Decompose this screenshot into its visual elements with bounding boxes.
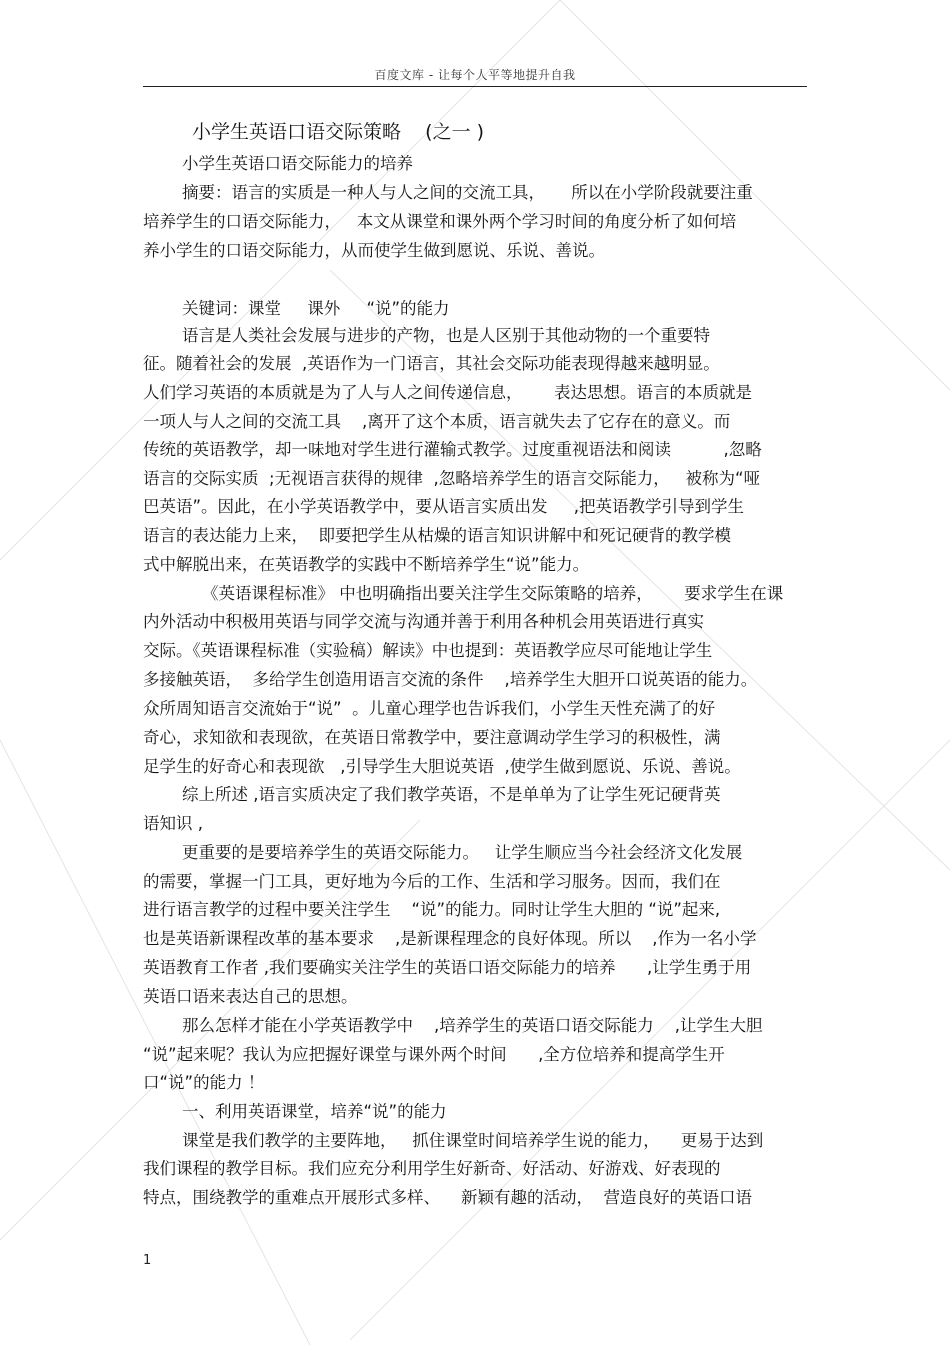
abstract-line: 养小学生的口语交际能力，从而使学生做到愿说、乐说、善说。 bbox=[143, 241, 605, 260]
paragraph-line: 众所周知语言交流始于“说” 。儿童心理学也告诉我们，小学生天性充满了的好 bbox=[143, 699, 716, 718]
subtitle: 小学生英语口语交际能力的培养 bbox=[182, 154, 413, 173]
paragraph-line: 也是英语新课程改革的基本要求 ,是新课程理念的良好体现。所以 ,作为一名小学 bbox=[143, 929, 757, 948]
section-heading: 一、利用英语课堂，培养“说”的能力 bbox=[182, 1102, 447, 1121]
abstract-line: 摘要：语言的实质是一种人与人之间的交流工具， 所以在小学阶段就要注重 bbox=[182, 183, 753, 202]
paragraph-line: 多接触英语， 多给学生创造用语言交流的条件 ,培养学生大胆开口说英语的能力。 bbox=[143, 670, 758, 689]
page-number: 1 bbox=[143, 1253, 152, 1268]
paragraph-line: 特点，围绕教学的重难点开展形式多样、 新颖有趣的活动， 营造良好的英语口语 bbox=[143, 1188, 752, 1207]
paragraph-line: 语言的表达能力上来， 即要把学生从枯燥的语言知识讲解中和死记硬背的教学模 bbox=[143, 526, 731, 545]
paragraph-line: 英语口语来表达自己的思想。 bbox=[143, 987, 358, 1006]
paragraph-line: 巴英语”。因此，在小学英语教学中，要从语言实质出发 ,把英语教学引导到学生 bbox=[143, 497, 745, 516]
paragraph-line: 交际。《英语课程标准（实验稿）解读》中也提到：英语教学应尽可能地让学生 bbox=[143, 641, 713, 660]
paragraph-line: “说”起来呢？我认为应把握好课堂与课外两个时间 ,全方位培养和提高学生开 bbox=[143, 1045, 725, 1064]
paragraph-line: 进行语言教学的过程中要关注学生 “说”的能力。同时让学生大胆的 “说”起来, bbox=[143, 900, 721, 919]
paragraph-line: 征。随着社会的发展 ,英语作为一门语言，其社会交际功能表现得越来越明显。 bbox=[143, 354, 720, 373]
page-header: 百度文库 - 让每个人平等地提升自我 bbox=[374, 68, 576, 82]
paragraph-line: 足学生的好奇心和表现欲 ,引导学生大胆说英语 ,使学生做到愿说、乐说、善说。 bbox=[143, 757, 741, 776]
paragraph-line: 传统的英语教学，却一味地对学生进行灌输式教学。过度重视语法和阅读 ,忽略 bbox=[143, 440, 762, 459]
keywords-line: 关键词：课堂 课外 “说”的能力 bbox=[182, 299, 450, 318]
header-divider bbox=[143, 86, 807, 87]
paragraph-line: 综上所述 ,语言实质决定了我们教学英语，不是单单为了让学生死记硬背英 bbox=[182, 785, 721, 804]
paragraph-line: 我们课程的教学目标。我们应充分利用学生好新奇、好活动、好游戏、好表现的 bbox=[143, 1159, 721, 1178]
paragraph-line: 英语教育工作者 ,我们要确实关注学生的英语口语交际能力的培养 ,让学生勇于用 bbox=[143, 958, 752, 977]
paragraph-line: 课堂是我们教学的主要阵地， 抓住课堂时间培养学生说的能力， 更易于达到 bbox=[182, 1131, 764, 1150]
paragraph-line: 奇心，求知欲和表现欲，在英语日常教学中，要注意调动学生学习的积极性，满 bbox=[143, 728, 721, 747]
paragraph-line: 语知识 , bbox=[143, 814, 203, 833]
paragraph-line: 语言是人类社会发展与进步的产物，也是人区别于其他动物的一个重要特 bbox=[182, 326, 710, 345]
paragraph-line: 一项人与人之间的交流工具 ,离开了这个本质，语言就失去了它存在的意义。而 bbox=[143, 412, 731, 431]
paragraph-line: 语言的交际实质 ;无视语言获得的规律 ,忽略培养学生的语言交际能力， 被称为“哑 bbox=[143, 469, 761, 488]
paragraph-line: 内外活动中积极用英语与同学交流与沟通并善于利用各种机会用英语进行真实 bbox=[143, 612, 704, 631]
abstract-line: 培养学生的口语交际能力， 本文从课堂和课外两个学习时间的角度分析了如何培 bbox=[143, 212, 737, 231]
paragraph-line: 更重要的是要培养学生的英语交际能力。 让学生顺应当今社会经济文化发展 bbox=[182, 843, 743, 862]
paragraph-line: 的需要，掌握一门工具，更好地为今后的工作、生活和学习服务。因而，我们在 bbox=[143, 872, 721, 891]
paragraph-line: 式中解脱出来，在英语教学的实践中不断培养学生“说”能力。 bbox=[143, 555, 590, 574]
paragraph-line: 那么怎样才能在小学英语教学中 ,培养学生的英语口语交际能力 ,让学生大胆 bbox=[182, 1016, 763, 1035]
paragraph-line: 人们学习英语的本质就是为了人与人之间传递信息， 表达思想。语言的本质就是 bbox=[143, 383, 752, 402]
paragraph-line: 《英语课程标准》 中也明确指出要关注学生交际策略的培养， 要求学生在课 bbox=[202, 584, 784, 603]
paragraph-line: 口“说”的能力 ！ bbox=[143, 1073, 265, 1092]
document-title: 小学生英语口语交际策略 (之一 ) bbox=[192, 121, 485, 143]
